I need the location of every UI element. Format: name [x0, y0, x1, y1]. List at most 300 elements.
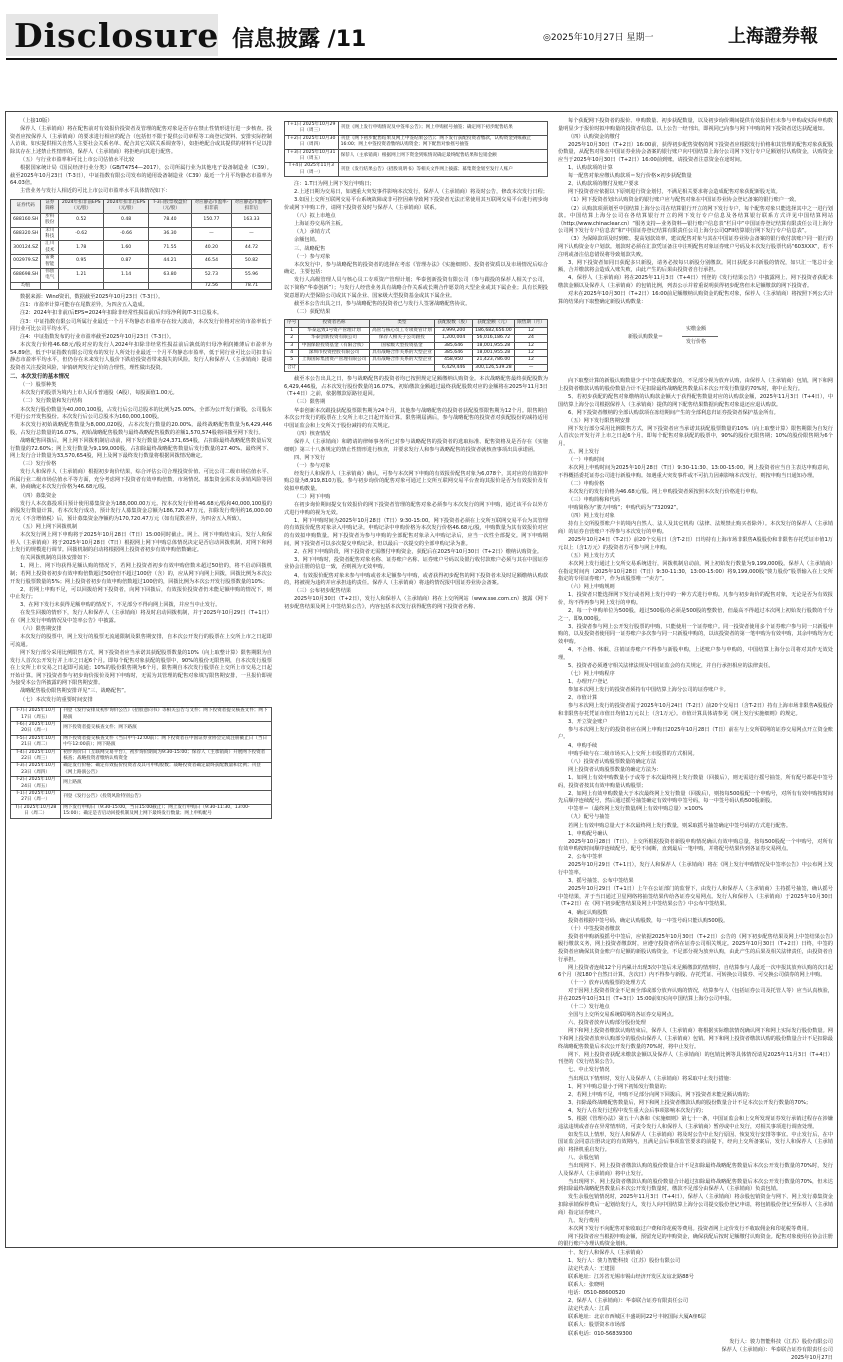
- paragraph: （二）发行数量和发行结构: [20, 398, 83, 405]
- paragraph: 四、网下发行: [294, 454, 326, 461]
- paragraph: 九、发行费用: [568, 1217, 600, 1224]
- table-row: [11, 269, 272, 283]
- table-cell: 伟创电气: [41, 269, 59, 283]
- table-row: [285, 342, 548, 349]
- paragraph: 1、网下申购总量小于网下初始发行数量的；: [568, 1083, 670, 1090]
- table-cell: 5: [285, 357, 299, 364]
- table-cell: T-6日 2025年10月20日（周一）: [11, 721, 61, 735]
- paragraph: 2025年10月29日（T+1日），发行人和保荐人（主承销商）将在《网上发行申购情况及中签率公告》中公布网上发行中签率。: [558, 862, 833, 877]
- paragraph: 联系人：张晓明: [568, 1281, 605, 1288]
- table-cell: 50.82: [231, 255, 271, 269]
- table-cell: 12: [514, 349, 547, 356]
- paragraph: 1、如网上有效申购数量小于或等于本次最终网上发行数量（回拨后），则无需进行摇号抽签，所有配号都是中签号码，投资者按其有效申购量认购股票；: [558, 774, 833, 789]
- paragraph: 当出现网下、网上投资者缴款认购的股份数量合计不足扣除最终战略配售数量后本次公开发行数量的70%时，发行人及保荐人（主承销商）将中止发行。: [558, 1163, 833, 1177]
- paragraph: 截至本公告出具之日，参与战略配售的投资者均已按照规定足额缴纳认购资金。本次战略配售最终获配股数为6,429,446股，占本次发行股份数量的16.07%。初始缴款金额超过最终获配股数对应的金额将在2025年11月3日（T+4日）之前，依据缴款原路径退回。: [284, 376, 548, 398]
- table-cell: 中国保险投资基金（有限合伙）: [299, 342, 369, 349]
- table-cell: T-7日 2025年10月17日（周五）: [11, 708, 61, 722]
- paragraph: 申购手续与在二级市场买入上交所上市股票的方式相同。: [568, 750, 698, 757]
- paragraph: （一）股票种类: [20, 382, 57, 389]
- paragraph: 战略配售股份限售期安排详见“三、战略配售”。: [20, 688, 130, 695]
- paragraph: 2.上述日期为交易日，如遇重大突发事件影响本次发行，保荐人（主承销商）将及时公告，修改本次发行日程；: [294, 189, 548, 196]
- paragraph: 发行人本次募投项目预计使用募集资金为188,000.00万元。按本次发行价格46.68元/股和40,000,100股的新股发行数量计算，若本次发行成功，预计发行人募集资金总额为186,720.47万元，扣除发行费用约16,000.00万元（不含增值税）后，预计募集资金净额约为170,720.47万元（如有尾数差异，为四舍五入所致）。: [10, 500, 272, 522]
- paragraph: 1、网下申购时间为2025年10月28日（T日）9:30-15:00。网下投资者必须在上交所互联网交易平台为其管理的有效报价配售对象录入申购记录。申购记录中申购价格为本次发行价格46.68元/股，申购数量为其有效报价对应的有效拟申购数量。网下投资者为参与申购的全部配售对象录入申购记录后，应当一次性全部提交。网下申购期间，网下投资者可以多次提交申购记录，但以最后一次提交的全部申购记录为准。: [284, 517, 548, 547]
- table-cell: 0.48: [104, 213, 149, 227]
- table-cell: 雷赛智能: [41, 255, 59, 269]
- table-header-cell: 证券代码: [11, 199, 41, 213]
- table-cell: -0.62: [59, 227, 104, 241]
- table-cell: 72.56: [191, 282, 231, 289]
- table-cell: 1,200,004: [435, 335, 473, 342]
- table-cell: 12: [514, 342, 547, 349]
- paragraph: 保荐人（主承销商）将在配售前对有效报价投资者及管理的配售对象是否存在禁止性情形进行进一步核查。投资者应按保荐人（主承销商）的要求进行相应的配合（包括但不限于提供公司章程等工商登记资料、安排实际控制人访谈、如实提供相关自然人主要社会关系名单、配合其它关联关系调查等），如拒绝配合或其提供的材料不足以排除其存在上述禁止性情形的，保荐人（主承销商）将拒绝向其进行配售。: [10, 126, 272, 155]
- table-cell: 保荐人相关子公司跟投: [369, 335, 435, 342]
- paragraph: 当出现以下情形时，发行人及保荐人（主承销商）将采取中止发行措施：: [568, 1075, 735, 1082]
- table-cell: 网下投资者提交核查文件；网下路演: [61, 721, 272, 735]
- paragraph: 3.如因上交所互联网交易平台系统故障或非可控因素导致网下投资者无法正常使用其互联网交易平台进行初步询价或网下申购工作，请网下投资者及时与保荐人（主承销商）联系。: [284, 197, 548, 212]
- formula-denominator: 发行价格: [686, 339, 707, 346]
- table-row: [11, 708, 272, 722]
- paragraph: 投资者申购新股摇号中签后，应依据2025年10月30日（T+2日）公告的《网下初步配售结果及网上中签结果公告》履行缴款义务，网上投资者缴款时，应遵守投资者所在证券公司相关规定。2025年10月30日（T+2日）日终，中签的投资者应确保其资金账户有足额的新股认购资金，不足部分视为放弃认购，由此产生的后果及相关法律责任，由投资者自行承担。: [558, 933, 833, 963]
- paragraph: （一）参与对象: [294, 462, 331, 469]
- paragraph: 4、保荐人（主承销商）将在2025年11月3日（T+4日）刊登的《发行结果公告》中披露网上、网下投资者获配未缴款金额以及保荐人（主承销商）的包销比例，列表公示并着重说明获得初步配售但未足额缴款的网下投资者。: [558, 275, 833, 289]
- paragraph: 本次网上申购时间为2025年10月28日（T日）9:30-11:30、13:00-15:00。网上投资者应当自主表达申购意向，不得概括委托证券公司进行新股申购。如遇重大突发事件或不可抗力因素影响本次发行，则按申购当日通知办理。: [558, 465, 833, 479]
- issue-date: ◎2025年10月27日 星期一: [543, 33, 654, 43]
- paragraph: 注3：中证指数有限公司所属行业最近一个月平均静态市盈率存在较大波动，本次发行价格对应的市盈率低于同行业可比公司平均水平。: [10, 318, 272, 333]
- table-cell: 385,646: [435, 349, 473, 356]
- paragraph: 网上投资者认购股票数量的确定方法为：: [568, 766, 662, 773]
- table-header-cell: 对应静态市盈率-扣非后: [231, 199, 271, 213]
- table-cell: —: [514, 364, 547, 371]
- paragraph: 本次网上发行通过上交所交易系统进行，回拨机制启动前，网上初始发行数量为9,199,000股。保荐人（主承销商）在指定时间内（2025年10月28日（T日）9:30-11:30，13:00-15:00）将9,199,000股“骏力股份”股票输入在上交所指定的专用证券账户，作为该股票唯一“卖方”。: [558, 560, 833, 583]
- table-header-cell: 序号: [285, 320, 299, 327]
- paragraph: 余额包销。: [294, 237, 320, 244]
- paragraph: （五）网上发行方式: [568, 552, 615, 559]
- table-cell: [299, 364, 369, 371]
- paragraph: 4、确定认购股数: [568, 909, 608, 916]
- paragraph: 对未在2025年10月30日（T+2日）16:00前足额缴纳认购资金的配售对象，保荐人（主承销商）将按照下列公式计算的结果向下取整确定新股认购数量：: [558, 291, 833, 305]
- table-cell: T+2日 2025年10月30日（周四）: [285, 135, 339, 149]
- table-cell: T-2日 2025年10月24日（周五）: [11, 777, 61, 791]
- column-2: [284, 118, 548, 1238]
- paragraph: 主营业务与发行人相近的可比上市公司市盈率水平具体情况如下：: [20, 188, 171, 195]
- strategic-placement-table: [284, 319, 548, 372]
- schedule-table-continued: [284, 121, 548, 177]
- table-cell: [59, 282, 104, 289]
- paragraph: 1、发行人：骏力智能科技（江苏）股份有限公司: [568, 1257, 681, 1264]
- paragraph: （三）公布初步配售结果: [294, 588, 352, 595]
- paragraph: 1、网上、网下均获得足额认购的情况下，若网上投资者初步有效申购倍数未超过50倍的，将不启动回拨机制；若网上投资者初步有效申购倍数超过50倍但不超过100倍（含）的，应从网下向网上回拨，回拨比例为本次公开发行股票数量的5%；网上投资者初步有效申购倍数超过100倍的，回拨比例为本次公开发行股票数量的10%；: [10, 563, 272, 585]
- paragraph: 4、有效报价配售对象未参与申购或者未足额参与申购，或者获得初步配售的网下投资者未及时足额缴纳认购款的，将被视为违约并应承担违约责任。保荐人（主承销商）将违约情况报中国证券业协会备案。: [284, 572, 548, 587]
- signature-line: 2025年10月27日: [791, 1354, 833, 1361]
- paragraph: 本次网下发行不向配售对象收取过户费和印花税等费用。投资者网上定价发行不收取佣金和印花税等费用。: [568, 1225, 812, 1232]
- paragraph: 3、开立资金账户: [568, 718, 608, 725]
- header-rule: [6, 58, 837, 60]
- table-cell: 保荐人（主承销商）根据网上网下资金到账情况确定最终配售结果和包销金额: [338, 149, 547, 163]
- table-cell: 78.40: [149, 213, 192, 227]
- paragraph: 持有上交所股票账户卡的境内自然人、法人及其它机构（法律、法规禁止购买者除外）。本次发行的保荐人（主承销商）的证券自营账户不得参与本次发行的申购。: [558, 521, 833, 536]
- paragraph: （二）网下申购: [294, 494, 331, 501]
- table-cell: T日 2025年10月28日（周二）: [11, 804, 61, 818]
- paragraph: 3、投资者参与网上公开发行股票的申购，只能使用一个证券账户。同一投资者使用多个证券账户参与同一只新股申购的，以及投资者使用同一证券账户多次参与同一只新股申购的，以该投资者的第一笔申购为有效申购，其余申购均为无效申购。: [558, 623, 833, 645]
- paragraph: （二）申购价格: [568, 480, 605, 487]
- table-cell: T+1日 2025年10月29日（周三）: [285, 122, 339, 136]
- paragraph: 4、不合格、休眠、注销证券账户不得参与新股申购，上述账户参与申购的，中国结算上海分公司将对其作无效处理。: [558, 646, 833, 661]
- table-cell: 6,429,446: [435, 364, 473, 371]
- paragraph: 本次发行初始战略配售数量为8,000,020股，占本次发行数量的20.00%。最终战略配售数量为6,429,446股，占发行总数量的16.07%，初始战略配售股数与最终战略配售股数的差额1,570,574股将回拨至网下发行。: [10, 422, 272, 436]
- table-cell: 3,999,200: [435, 327, 473, 334]
- paragraph: （三）申购简称和代码: [568, 497, 620, 504]
- paragraph: 有关回拨机制的具体安排如下：: [20, 555, 93, 562]
- table-header-cell: 证券简称: [41, 199, 59, 213]
- table-row: [11, 721, 272, 735]
- table-cell: T-1日 2025年10月27日（周一）: [11, 790, 61, 804]
- paragraph: 2025年10月24日（T-2日）前20个交易日（含T-2日）日均持有上海市场非限售A股股份和非限售存托凭证市值1万元以上（含1万元）的投资者方可参与网上申购。: [558, 537, 833, 551]
- table-cell: 1.21: [59, 269, 104, 283]
- table-cell: T+3日 2025年10月31日（周五）: [285, 149, 339, 163]
- table-cell: 0.52: [59, 213, 104, 227]
- paragraph: 2025年10月28日（T日），上交所根据投资者新股申购情况确认有效申购总量，按每500股配一个申购号，对所有有效申购按时间顺序连续配号，配号不间断，直到最后一笔申购，并将配号结果传到各证券交易网点。: [558, 838, 833, 853]
- table-cell: 78.71: [231, 282, 271, 289]
- paragraph: 3、在网下发行未获得足额申购的情况下，不足部分不得向网上回拨，并应当中止发行。: [20, 602, 221, 609]
- paragraph: 网下投资者应依据以下原则进行资金划付，不满足相关要求将会造成配售对象获配新股无效。: [568, 189, 781, 196]
- paragraph: 2、保荐人（主承销商）：华泰联合证券有限责任公司: [568, 1298, 689, 1305]
- paragraph: （四）核查情况: [294, 430, 331, 437]
- paragraph: 八、余股包销: [568, 1154, 600, 1161]
- paragraph: 网下和网上投资者缴款认购结束后，保荐人（主承销商）将根据实际缴款情况确认网下和网上实际发行股份数量。网下和网上投资者放弃认购部分的股份由保荐人（主承销商）包销。网下和网上投资者缴款认购的股份数量合计不足扣除最终战略配售数量后本次公开发行数量的70%时，将中止发行。: [558, 1028, 833, 1050]
- paragraph: （七）网上申购程序: [568, 670, 615, 677]
- paragraph: 参与本次网上发行的投资者需于2025年10月24日（T-2日）前20个交易日（含T-2日）持有上海市场非限售A股股份和非限售存托凭证市值日均值1万元以上（含1万元）。市值计算具体请参见《网上发行实施细则》的规定。: [558, 703, 833, 717]
- table-cell: 52.73: [191, 269, 231, 283]
- paragraph: 在发生回拨的情形下，发行人和保荐人（主承销商）将及时启动回拨机制，并于2025年10月29日（T+1日）在《网上发行申购情况及中签率公告》中披露。: [10, 610, 272, 625]
- table-cell: 186,682,656.00: [472, 327, 514, 334]
- table-cell: 0.95: [59, 255, 104, 269]
- table-cell: 300124.SZ: [11, 241, 41, 255]
- paragraph: 网下发行部分采用比例限售方式，网下投资者应当承诺其获配股票数量的10%（向上取整计算）限售期限为自发行人首次公开发行并上市之日起6个月。即每个配售对象获配的股票中，90%的股份无限售期，自本次发行股票在上交所上市交易之日起即可流通；10%的股份限售期为6个月，限售期自本次发行股票在上交所上市交易之日起开始计算。网下投资者参与初步询价报价及网下申购时，无需为其管理的配售对象填写限售期安排，一旦报价即视为接受本公告所披露的网下限售期安排。: [10, 649, 272, 687]
- table-header-cell: 限售期（月）: [514, 320, 547, 327]
- table-header-cell: 获配金额（元）: [472, 320, 514, 327]
- table-header-cell: T-3日股票收盘价（元/股）: [149, 199, 192, 213]
- table-header-cell: 获配股数（股）: [435, 320, 473, 327]
- paragraph: 联系地址：江苏省无锡市锡山经济开发区友谊北路88号: [568, 1273, 694, 1280]
- table-cell: 385,646: [435, 342, 473, 349]
- section-brand: Disclosure: [14, 16, 220, 55]
- table-cell: —: [231, 227, 271, 241]
- table-row: [285, 163, 548, 177]
- paragraph: 参与本次网上发行的投资者应在网上申购日2025年10月28日（T日）前在与上交所联网的证券交易网点开立资金账户。: [558, 726, 833, 741]
- paragraph: 1、申购配号确认: [568, 830, 608, 837]
- paragraph: 2、公布中签率: [568, 854, 603, 861]
- table-cell: T-5日 2025年10月21日（周二）: [11, 735, 61, 749]
- paragraph: 本次发行价格46.68元/股对应的发行人2024年扣除非经常性损益前后孰低的归母净利润摊薄后市盈率为54.89倍，低于中证指数有限公司发布的发行人所处行业最近一个月平均静态市盈率，低于同行业可比公司扣非后静态市盈率平均水平，但仍存在未来发行人股价下跌给投资者带来损失的风险。发行人和保荐人（主承销商）提请投资者关注投资风险，审慎研判发行定价的合理性，理性做出投资。: [10, 342, 272, 372]
- table-cell: 55.96: [231, 269, 271, 283]
- paragraph: 当出现网下、网上投资者缴款认购的股份数量合计超过扣除最终战略配售数量后本次公开发行数量的70%，但未达到扣除最终战略配售数量后本次公开发行数量时，缴款不足部分由保荐人（主承销商）负责包销。: [558, 1178, 833, 1193]
- table-cell: -0.66: [104, 227, 149, 241]
- paragraph: 十、发行人和保荐人（主承销商）: [568, 1249, 646, 1256]
- table-cell: 均值: [11, 282, 41, 289]
- paragraph: 对于因网上投资者资金不足而全部或部分放弃认购的情况，结算参与人（包括证券公司及托管人等）应当认真核验，并在2025年10月31日（T+3日）15:00前如实向中国结算上海分公司申报。: [558, 988, 833, 1003]
- table-cell: 刊登《网上发行申购情况及中签率公告》；网上申购摇号抽签；确定网下初步配售结果: [338, 122, 547, 136]
- paragraph: 在初步询价期间提交有效报价的网下投资者管理的配售对象必须参与本次发行的网下申购，通过该平台以外方式进行申购的视为无效。: [284, 502, 548, 516]
- paragraph: 1、投资者只能选择网下发行或者网上发行中的一种方式进行申购。凡参与初步询价的配售对象，无论是否为有效报价，均不得再参与网上发行的申购。: [558, 592, 833, 606]
- table-cell: 禾川科技: [41, 227, 59, 241]
- paragraph: （六）网上申购规则: [568, 584, 615, 591]
- table-cell: 0.87: [104, 255, 149, 269]
- table-header-cell: 类型: [369, 320, 435, 327]
- table-cell: 步科股份: [41, 213, 59, 227]
- paragraph: （上接10版）: [20, 118, 53, 124]
- paragraph: 本次发行网上网下申购将于2025年10月28日（T日）15:00同时截止。网上、网下申购结束后，发行人和保荐人（主承销商）将于2025年10月28日（T日）根据网上网下申购总体情况决定是否启动回拨机制，对网下和网上发行的规模进行调节。回拨机制的启动将根据网上投资者初步有效申购倍数确定。: [10, 532, 272, 554]
- paragraph: 网下、网上投资者获配未缴款金额以及保荐人（主承销商）的包销比例等具体情况请见2025年11月3日（T+4日）刊登的《发行结果公告》。: [558, 1051, 833, 1066]
- paragraph: （十一）放弃认购股票的处理方式: [568, 980, 646, 987]
- table-row: [11, 735, 272, 749]
- page-section-title: 信息披露 /11: [232, 27, 367, 52]
- signature-line: 发行人：骏力智能科技（江苏）股份有限公司: [729, 1338, 833, 1345]
- paragraph: 三、战略配售: [294, 245, 326, 252]
- table-cell: 163.33: [231, 213, 271, 227]
- paragraph: 3、网下申购时，投资者配售对象名称、证券账户名称、证券账户号码以及银行收付款账户必须与其在中国证券业协会注册的信息一致，否则视为无效申购。: [284, 556, 548, 571]
- paragraph: 2、如网上有效申购数量大于本次最终网上发行数量（回拨后），则按每500股配一个申购号，对所有有效申购按时间先后顺序连续配号，然后通过摇号抽签确定有效申购中签号码，每一中签号码认购500股新股。: [558, 790, 833, 805]
- schedule-table: [10, 707, 272, 819]
- table-cell: 具有战略合作关系的大型企业: [369, 357, 435, 364]
- table-cell: 2: [285, 335, 299, 342]
- paragraph: 注1：市盈率计算可能存在尾数差异，为四舍五入造成。: [20, 302, 148, 309]
- table-cell: 深圳市投资控股有限公司: [299, 349, 369, 356]
- paragraph: 1、办理开户登记: [568, 678, 608, 685]
- paragraph: （十二）发行地点: [568, 1004, 610, 1011]
- paragraph: 3、网下投资者如同日获配多只新股，请务必按每只新股分别缴款。同日获配多只新股的情况，如只汇一笔总计金额，合并缴款将会造成入账失败，由此产生的后果由投资者自行承担。: [558, 259, 833, 274]
- table-cell: 刊登《发行安排及初步询价公告》《招股意向书》等相关公告与文件；网下投资者提交核查文件；网下路演: [61, 708, 272, 722]
- newspaper-name: 上海證券報: [728, 26, 818, 47]
- paragraph: 数据来源：Wind资讯，数据截至2025年10月23日（T-3日）。: [20, 294, 164, 301]
- table-row: [285, 335, 548, 342]
- paragraph: 2、认购款项的缴付及账户要求: [568, 181, 639, 188]
- paragraph: 6、网下投资者缴纳的全部认购款项在冻结期间产生的全部利息归证券投资者保护基金所有。: [568, 409, 779, 416]
- table-cell: 华泰创新投资有限公司: [299, 335, 369, 342]
- table-cell: [149, 282, 192, 289]
- table-cell: T+4日 2025年11月3日（周一）: [285, 163, 339, 177]
- paragraph: 发行人和保荐人（主承销商）根据初步询价结果，综合评估公司合理投资价值、可比公司二级市场估值水平、所属行业二级市场估值水平等方面，充分考虑网下投资者有效申购倍数、市场情况、募集资金需求及承销风险等因素，协商确定本次发行价格为46.68元/股。: [10, 469, 272, 491]
- table-cell: T-4日 2025年10月22日（周三）: [11, 749, 61, 763]
- paragraph: 4、申购手续: [568, 742, 598, 749]
- table-cell: 71.55: [149, 241, 192, 255]
- table-cell: 确定发行价格；确定有效报价投资者及其可申购股数；战略投资者确定最终获配数量和比例；刊登《网上路演公告》: [61, 763, 272, 777]
- table-cell: 688160.SH: [11, 213, 41, 227]
- table-cell: 4: [285, 349, 299, 356]
- paragraph: 本次发行中，参与战略配售的投资者的选择在考虑《管理办法》《实施细则》、投资者资质以及市场情况后综合确定，主要包括：: [284, 261, 548, 276]
- table-header-cell: 2024年扣非前EPS（元/股）: [59, 199, 104, 213]
- table-cell: 网下投资者提交核查文件（当日中午12:00前）；网下投资者在中国证券业协会完成注册截止日（当日中午12:00前）；网下路演: [61, 735, 272, 749]
- paragraph: （3）为保障款项及时到账、提高划款效率，建议配售对象与其在中国证券业协会备案的银行收付款账户同一银行的网下认购资金专户划款。划款时必须在汇款凭证备注中注明配售对象证券账户号码及本次发行股票代码“603XXX”，若不注明或备注信息错误将导致划款失败。: [558, 236, 833, 258]
- paragraph: （六）限售期安排: [20, 626, 62, 633]
- section-heading: 二、本次发行的基本情况: [10, 373, 70, 380]
- paragraph: 中签率＝（最终网上发行数量/网上有效申购总量）×100%: [568, 806, 704, 813]
- table-row: [285, 349, 548, 356]
- table-row: [11, 213, 272, 227]
- table-cell: 300,126,539.28: [472, 364, 514, 371]
- table-cell: 3: [285, 342, 299, 349]
- table-cell: [104, 282, 149, 289]
- table-cell: 具有战略合作关系的大型企业: [369, 349, 435, 356]
- paragraph: （九）配号与抽签: [568, 814, 610, 821]
- table-cell: [41, 282, 59, 289]
- paragraph: 4、发行人在发行过程中发生重大会后事项影响本次发行的；: [568, 1107, 707, 1114]
- paragraph: 战略配售回拨后，网上网下回拨机制启动前，网下发行数量为24,371,654股，占扣除最终战略配售数量后发行数量的72.60%；网上发行数量为9,199,000股，占扣除最终战略配售数量后发行数量的27.40%。最终网下、网上发行合计数量为33,570,654股，网上及网下最终发行数量将根据回拨情况确定。: [10, 437, 272, 460]
- table-row: [11, 777, 272, 791]
- paragraph: 保荐人（主承销商）和聘请的律师事务所已对参与战略配售的投资者的选取标准、配售资格及是否存在《实施细则》第三十八条规定的禁止性情形进行核查，并要求发行人和参与战略配售的投资者就核查事项出具承诺函。: [284, 438, 548, 453]
- table-cell: 1.60: [104, 241, 149, 255]
- table-cell: 国家级大型投资基金: [369, 342, 435, 349]
- paragraph: 2、在网下申购阶段，网下投资者无需缴付申购资金，获配后在2025年10月30日（T+2日）缴纳认购资金。: [294, 548, 543, 555]
- table-row: [285, 135, 548, 149]
- table-cell: 1.78: [59, 241, 104, 255]
- table-cell: 18,001,955.28: [472, 342, 514, 349]
- table-header-cell: 2024年扣非后EPS（元/股）: [104, 199, 149, 213]
- table-header-cell: 对应静态市盈率-扣非前: [191, 199, 231, 213]
- paragraph: （二）获配结果: [294, 308, 331, 315]
- paragraph: （1）网下投资者划出认购资金的银行账户应与配售对象在中国证券业协会登记备案的银行账户一致。: [568, 197, 800, 204]
- paragraph: 五、网上发行: [568, 449, 600, 456]
- paragraph: （八）拟上市地点: [294, 213, 336, 220]
- paragraph: 2、每一个申购单位为500股，超过500股的必须是500股的整数倍，但最高不得超过本次网上初始发行股数的千分之一，即9,000股。: [558, 607, 833, 622]
- table-cell: 刊登《发行结果公告》《招股说明书》等相关文件网上披露；募集资金划至发行人账户: [338, 163, 547, 177]
- paragraph: 全国与上交所交易系统联网的各证券交易网点。: [568, 1012, 677, 1019]
- table-cell: 40.20: [191, 241, 231, 255]
- paragraph: 联系地址：北京市西城区丰盛胡同22号丰铭国际大厦A座6层: [568, 1314, 706, 1321]
- paragraph: （三）限售期: [294, 399, 326, 406]
- table-cell: 合计: [285, 364, 299, 371]
- table-row: [11, 241, 272, 255]
- paragraph: 本次发行的股票中，网上发行的股票无流通限制及限售期安排，自本次公开发行的股票在上交所上市之日起即可流通。: [10, 634, 272, 648]
- table-row: [285, 149, 548, 163]
- paragraph: 投资者根据中签号码，确定认购股数，每一中签号码只能认购500股。: [568, 917, 729, 924]
- table-cell: —: [191, 227, 231, 241]
- table-cell: 458,950: [435, 357, 473, 364]
- formula-label: 新股认购数量＝: [628, 334, 664, 341]
- paragraph: 5、投资者必须遵守相关法律法规及中国证监会的有关规定，并自行承担相应的法律责任。: [568, 662, 774, 669]
- table-total-row: [11, 282, 272, 289]
- table-cell: 汇川技术: [41, 241, 59, 255]
- subscription-formula: [558, 310, 833, 374]
- paragraph: 每个获配网下投资者的报价、申购数量、初步获配数量，以及初步询价期间提供有效报价但未参与申购或实际申购数量明显少于报价时拟申购量的投资者信息。以上公告一经刊出，即视同已向参与网下申购的网下投资者送达获配通知。: [558, 118, 833, 132]
- paragraph: 若网上有效申购总量大于本次最终网上发行数量，则采取摇号抽签确定中签号码的方式进行配售。: [568, 822, 792, 829]
- paragraph: （十）中签投资者缴款: [568, 925, 620, 932]
- table-cell: 刊登《网下初步配售结果及网上中签结果公告》；网下发行获配投资者缴款，认购资金到账截止16:00；网上中签投资者缴纳认购资金；网下配售对象摇号抽签: [338, 135, 547, 149]
- paragraph: 注2：2024年扣非前/后EPS=2024年扣除非经常性损益前/后归母净利润/T-3日总股本。: [20, 310, 223, 317]
- table-row: [11, 804, 272, 818]
- paragraph: 5、若初步获配的配售对象缴纳的认购款金额大于获得配售数量对应的认购款金额，2025年11月3日（T+4日），中国结算上海分公司根据保荐人（主承销商）提供的网下配售结果数据向配售对象退还应退认购款。: [558, 393, 833, 408]
- table-cell: 18,001,955.28: [472, 349, 514, 356]
- paragraph: （五）网上网下回拨机制: [20, 523, 78, 530]
- paragraph: 截至本公告出具之日，参与战略配售的投资者已与发行人签署战略配售协议。: [294, 300, 471, 307]
- paragraph: 申购简称为“骏力申购”；申购代码为“732092”。: [568, 505, 682, 512]
- table-total-row: [285, 364, 548, 371]
- paragraph: 电话：0510-88600520: [568, 1290, 626, 1297]
- table-cell: 56,016,186.72: [472, 335, 514, 342]
- table-cell: 12: [514, 327, 547, 334]
- paragraph: （五）网下发行限售期安排: [568, 417, 631, 424]
- table-row: [285, 357, 548, 364]
- paragraph: （八）投资者认购股票数量的确定方法: [568, 758, 657, 765]
- paragraph: 经发行人和保荐人（主承销商）确认，可参与本次网下申购的有效报价配售对象为6,078个，其对应的有效拟申购总量为8,919,810万股。参与初步询价的配售对象可通过上交所互联网交易平台查询其报价是否为有效报价及有效拟申购数量。: [284, 470, 548, 492]
- column-3: [558, 118, 833, 1361]
- paragraph: （四）募集资金: [20, 492, 57, 499]
- table-cell: 刊登《发行公告》《投资风险特别公告》: [61, 790, 272, 804]
- table-cell: 初步询价日（互联网交易平台），初步询价期间为9:30-15:00；保荐人（主承销商）开展网下投资者核查；战略投资者缴纳认购资金: [61, 749, 272, 763]
- table-cell: 网上路演: [61, 777, 272, 791]
- paragraph: （三）发行价格: [20, 461, 57, 468]
- paragraph: 2、若网上申购不足，申购不足部分向网下回拨后，网下投资者未能足额认购的；: [568, 1091, 753, 1098]
- table-cell: 36.30: [149, 227, 192, 241]
- paragraph: 3、扣除最终战略配售数量后，网下和网上投资者缴款认购的股份数量合计不足本次公开发行数量的70%；: [568, 1099, 812, 1106]
- paragraph: 如发生以上情形，发行人和保荐人（主承销商）将及时公告中止发行原因、恢复发行安排等事宜。中止发行后，在中国证监会同意注册决定的有效期内，且满足会后事项监管要求的前提下，经向上交所备案后，发行人和保荐人（主承销商）将择机重启发行。: [558, 1131, 833, 1153]
- table-cell: 24: [514, 335, 547, 342]
- paragraph: 2025年10月29日（T+1日）上午在公证部门的监督下，由发行人和保荐人（主承销商）主持摇号抽签，确认摇号中签结果，并于当日通过卫星网络将抽签结果传给各证券交易网点。发行人和保荐人（主承销商）于2025年10月30日（T+2日）在《网下初步配售结果及网上中签结果公告》中公布中签结果。: [558, 886, 833, 908]
- paragraph: 网上投资者连续12个月内累计出现3次中签后未足额缴款的情形时，自结算参与人最近一次申报其放弃认购的次日起6个月（按180个自然日计算，含次日）内不得参与新股、存托凭证、可转换公司债券、可交换公司债券的网上申购。: [558, 964, 833, 979]
- paragraph: 2025年10月30日（T+2日），发行人和保荐人（主承销商）将在上交所网站（www.sse.com.cn）披露《网下初步配售结果及网上中签结果公告》，内容包括本次发行获得配售的网下投资者名称、: [284, 596, 549, 610]
- paragraph: （2）认购款项须划至中国结算上海分公司在结算银行开立的网下发行专户，每个配售对象只能选择其中之一进行划款。中国结算上海分公司在各结算银行开立的网下发行专户信息及各结算银行联系方式详见中国结算网站（http://www.chinaclear.cn）“服务支持—业务资料—银行账户信息表”栏目中“中国证券登记结算有限责任公司上海分公司网下发行专户信息表”和“中国证券登记结算有限责任公司上海分公司QFII结算银行网下发行专户信息表”。: [558, 205, 833, 235]
- paragraph: 联系人：股票资本市场部: [568, 1322, 626, 1329]
- paragraph: （九）承销方式: [294, 229, 331, 236]
- table-cell: 44.72: [231, 241, 271, 255]
- paragraph: （五）与行业市盈率和可比上市公司估值水平比较: [20, 156, 135, 163]
- paragraph: 六、投资者放弃认购部分股份处理: [568, 1020, 646, 1027]
- table-cell: 002979.SZ: [11, 255, 41, 269]
- table-cell: 688320.SH: [11, 227, 41, 241]
- paragraph: （一）申购时间: [568, 457, 605, 464]
- paragraph: 2025年10月30日（T+2日）16:00前，获得初步配售资格的网下投资者应根据发行价格和其管理的配售对象获配股份数量，从配售对象在中国证券业协会备案的银行账户向中国结算上海分公司网下发行专户足额划付认购资金，认购资金应当于2025年10月30日（T+2日）16:00前到账。请投资者注意资金在途时间。: [558, 141, 833, 163]
- table-cell: T-3日 2025年10月23日（周四）: [11, 763, 61, 777]
- paragraph: 本次发行的股票为境内上市人民币普通股（A股），每股面值1.00元。: [20, 390, 178, 397]
- paragraph: 2、若网上申购不足，可以回拨给网下投资者，向网下回拨后，有效报价投资者仍未能足额申购的情况下，则中止发行；: [10, 586, 272, 601]
- table-row: [11, 255, 272, 269]
- table-row: [285, 122, 548, 136]
- paragraph: 上海证券交易所主板。: [294, 221, 346, 228]
- paragraph: 参加本次网上发行的投资者须持有中国结算上海分公司的证券账户卡。: [568, 686, 729, 693]
- paragraph: 1、认购款项的计算: [568, 165, 613, 172]
- paragraph: （四）网上发行对象: [568, 513, 615, 520]
- table-cell: 上海国际集团资产管理有限公司: [299, 357, 369, 364]
- column-1: [10, 118, 272, 1238]
- table-row: [11, 763, 272, 777]
- paragraph: 华泰创新本次跟投获配股票限售期为24个月，其他参与战略配售的投资者获配股票限售期为12个月。限售期自本次公开发行的股票在上交所上市之日起开始计算。限售期届满后，参与战略配售的投资者对获配股份的减持适用中国证监会和上交所关于股份减持的有关规定。: [284, 407, 548, 429]
- paragraph: 2、市值计算: [568, 695, 598, 701]
- table-cell: 63.80: [149, 269, 192, 283]
- paragraph: 向下取整计算的新股认购数量少于中签获配数量的，不足部分视为放弃认购，由保荐人（主承销商）包销，网下和网上投资者缴款认购的股份数量合计不足扣除最终战略配售数量后本次公开发行数量的70%时，将中止发行。: [558, 378, 833, 392]
- section-brand-block: [6, 14, 218, 56]
- table-cell: 21,423,786.00: [472, 357, 514, 364]
- paragraph: 根据国家统计局《国民经济行业分类》（GB/T4754—2017），公司所属行业为其他电子设备制造业（C39）。截至2025年10月23日（T-3日），中证指数有限公司发布的通用设备制造业（C39）最近一个月平均静态市盈率为64.03倍。: [10, 165, 272, 187]
- table-cell: [369, 364, 435, 371]
- paragraph: 发生余股包销情况时，2025年11月3日（T+4日），保荐人（主承销商）将余股包销资金与网下、网上发行募集资金扣除承销保荐费后一起划给发行人，发行人向中国结算上海分公司提交股份登记申请，将包销股份登记至保荐人（主承销商）指定证券账户。: [558, 1194, 833, 1216]
- paragraph: （七）本次发行的重要时间安排: [20, 696, 93, 703]
- paragraph: 本次发行的发行价格为46.68元/股。网上申购投资者须按照本次发行价格进行申购。: [568, 489, 761, 496]
- paragraph: 注4：中证指数发布的行业市盈率截至2025年10月23日（T-3日）。: [20, 334, 175, 341]
- table-cell: 688698.SH: [11, 269, 41, 283]
- paragraph: 法定代表人：江禹: [568, 1306, 610, 1313]
- paragraph: 发行人高级管理人员与核心员工专项资产管理计划；华泰创新投资有限公司（参与跟投的保荐人相关子公司，以下简称“华泰创新”）；与发行人经营业务具有战略合作关系或长期合作愿景的大型企业或其下属企业；具有长期投资意愿的大型保险公司或其下属企业、国家级大型投资基金或其下属企业。: [284, 277, 548, 299]
- signature-line: 保荐人（主承销商）：华泰联合证券有限责任公司: [721, 1346, 833, 1353]
- paragraph: 注：1.T日为网上网下发行申购日；: [294, 181, 375, 188]
- table-cell: 46.54: [191, 255, 231, 269]
- masthead: [0, 0, 843, 60]
- formula-numerator: 实缴金额: [686, 326, 707, 333]
- paragraph: 网下投资者应当根据申购金额，预留充足的申购资金，确保获配后按时足额缴付认购资金。配售对象使用在协会注册的银行账户办理认购资金划转。: [558, 1233, 833, 1248]
- paragraph: 3、摇号抽签、公布中签结果: [568, 878, 634, 885]
- paragraph: （一）参与对象: [294, 253, 331, 260]
- paragraph: （四）认购资金的缴付: [568, 133, 620, 140]
- table-row: [11, 227, 272, 241]
- paragraph: 本次发行股份数量为40,000,100股，占发行后公司总股本的比例为25.00%，全部为公开发行新股，公司股东不进行公开发售股份。本次发行后公司总股本为160,000,100股。: [10, 406, 272, 421]
